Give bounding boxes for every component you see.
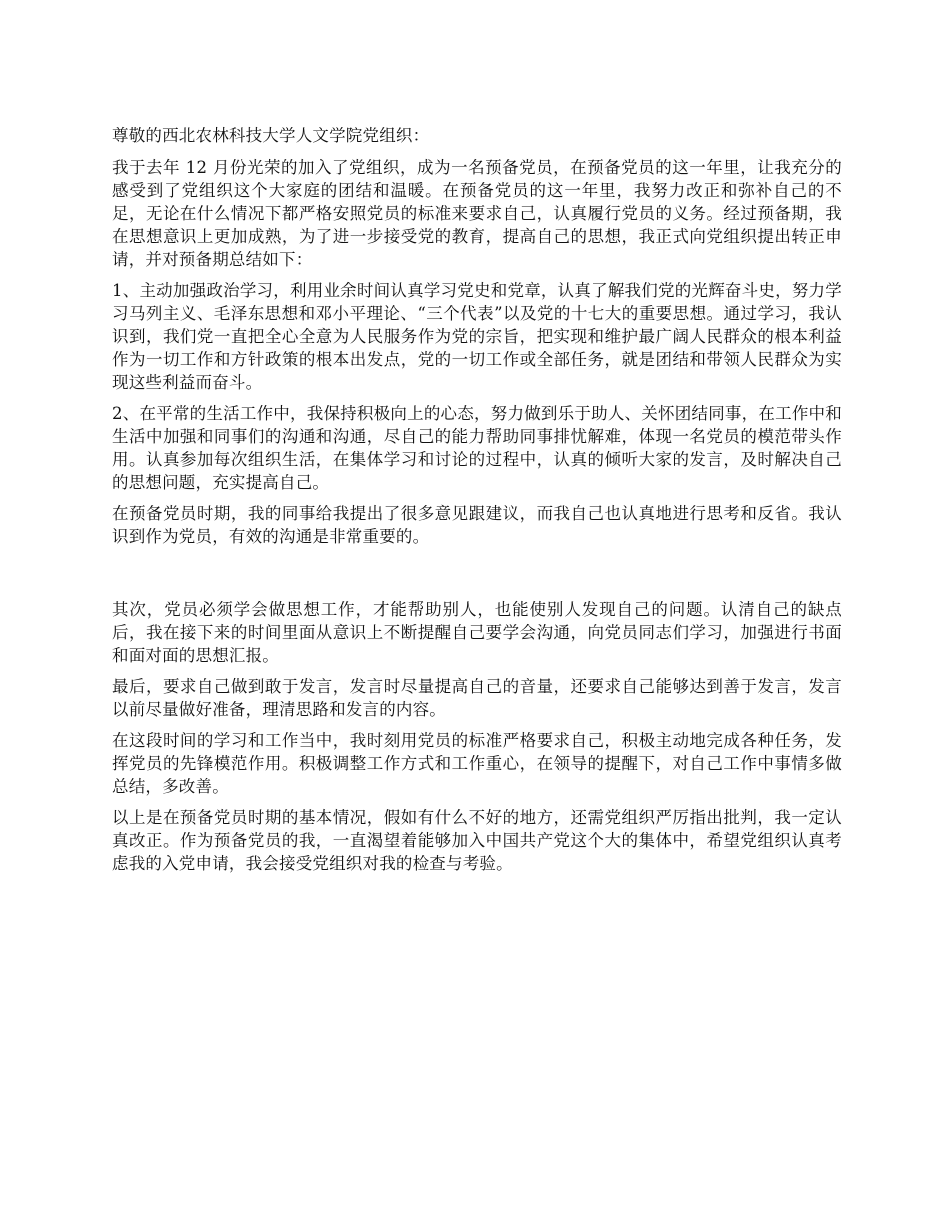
salutation: 尊敬的西北农林科技大学人文学院党组织： — [112, 126, 430, 145]
paragraph-finally: 最后，要求自己做到敢于发言，发言时尽量提高自己的音量，还要求自己能够达到善于发言，发言以前尽量做好准备，理清思路和发言的内容。 — [112, 677, 842, 719]
paragraph-summary: 在这段时间的学习和工作当中，我时刻用党员的标准严格要求自己，积极主动地完成各种任务，发挥党员的先锋模范作用。积极调整工作方式和工作重心，在领导的提醒下，对自己工作中事情多做总结，多改善。 — [112, 731, 842, 796]
paragraph-point-1: 1、主动加强政治学习，利用业余时间认真学习党史和党章，认真了解我们党的光辉奋斗史，努力学习马列主义、毛泽东思想和邓小平理论、“三个代表”以及党的十七大的重要思想。通过学习，我认识到，我们党一直把全心全意为人民服务作为党的宗旨，把实现和维护最广阔人民群众的根本利益作为一切工作和方针政策的根本出发点，党的一切工作或全部任务，就是团结和带领人民群众为实现这些利益而奋斗。 — [112, 281, 842, 392]
letter-body — [112, 124, 842, 883]
paragraph-reflection: 在预备党员时期，我的同事给我提出了很多意见跟建议，而我自己也认真地进行思考和反省。我认识到作为党员，有效的沟通是非常重要的。 — [112, 504, 842, 546]
paragraph-intro: 我于去年 12 月份光荣的加入了党组织，成为一名预备党员，在预备党员的这一年里，让我充分的感受到了党组织这个大家庭的团结和温暖。在预备党员的这一年里，我努力改正和弥补自己的不足，无论在什么情况下都严格安照党员的标准来要求自己，认真履行党员的义务。经过预备期，我在思想意识上更加成熟，为了进一步接受党的教育，提高自己的思想，我正式向党组织提出转正申请，并对预备期总结如下： — [112, 158, 842, 269]
paragraph-closing: 以上是在预备党员时期的基本情况，假如有什么不好的地方，还需党组织严厉指出批判，我一定认真改正。作为预备党员的我，一直渴望着能够加入中国共产党这个大的集体中，希望党组织认真考虑我的入党申请，我会接受党组织对我的检查与考验。 — [112, 808, 842, 873]
paragraph-point-2: 2、在平常的生活工作中，我保持积极向上的心态，努力做到乐于助人、关怀团结同事，在工作中和生活中加强和同事们的沟通和沟通，尽自己的能力帮助同事排忧解难，体现一名党员的模范带头作用。认真参加每次组织生活，在集体学习和讨论的过程中，认真的倾听大家的发言，及时解决自己的思想问题，充实提高自己。 — [112, 404, 842, 492]
paragraph-secondly: 其次，党员必须学会做思想工作，才能帮助别人，也能使别人发现自己的问题。认清自己的缺点后，我在接下来的时间里面从意识上不断提醒自己要学会沟通，向党员同志们学习，加强进行书面和面对面的思想汇报。 — [112, 600, 842, 665]
section-gap — [112, 556, 842, 598]
